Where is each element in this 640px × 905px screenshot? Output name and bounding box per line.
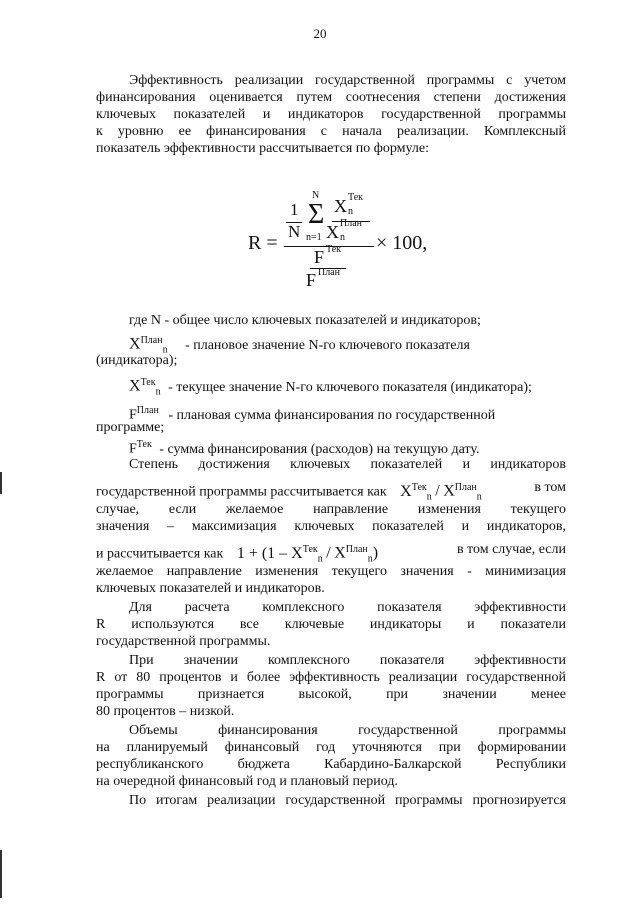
degree-min-close: ) [372, 544, 379, 562]
calc-line-3: государственной программы. [96, 634, 271, 649]
page-number: 20 [313, 26, 327, 41]
degree-line-4: значения – максимизация ключевых показателей и индикаторов, [96, 519, 566, 534]
degree-line-3: случае, если желаемое направление изменения текущего [96, 502, 566, 517]
x-tek-text: - текущее значение N-го ключевого показателя (индикатора); [168, 379, 532, 395]
degree-expr-n2: n [476, 491, 482, 503]
degree-line-2-text: государственной программы рассчитывается как [96, 484, 387, 500]
calc-line-1: Для расчета комплексного показателя эффективности [129, 600, 566, 615]
scan-mark-top [0, 472, 2, 494]
f-tek-symbol: F [129, 441, 137, 457]
result-line-1: По итогам реализации государственной программы прогнозируется [129, 793, 566, 808]
f-plan-text: - плановая сумма финансирования по государственной [168, 407, 496, 423]
calc-line-2: R используются все ключевые индикаторы и показатели [96, 617, 566, 632]
formula-sum-bottom: n=1 [306, 232, 322, 243]
formula-f-num: F [314, 247, 325, 267]
volume-line-2: на планируемый финансовый год уточняются при формировании [96, 740, 566, 755]
definition-f-plan-cont: программе; [96, 420, 165, 435]
formula-times-100: × 100, [376, 232, 428, 254]
formula-f-plan-sup: План [318, 267, 341, 278]
degree-expr-plan: План [454, 482, 477, 493]
definition-x-tek [129, 374, 566, 400]
intro-line-5: показатель эффективности рассчитывается по формуле: [96, 141, 429, 156]
f-plan-symbol: F [129, 407, 137, 423]
x-tek-symbol: X [129, 377, 141, 395]
formula-f-tek-sup: Тек [326, 244, 342, 255]
degree-min-slash: / [326, 544, 331, 562]
x-tek-sub: n [155, 386, 161, 398]
degree-expr-slash: / [435, 482, 440, 500]
volume-line-3: республиканского бюджета Кабардино-Балкарской Республики [96, 757, 566, 772]
formula-sum-top: N [312, 190, 320, 201]
formula-tek-sup: Тек [348, 192, 364, 203]
definition-x-plan-cont: (индикатора); [96, 353, 178, 368]
degree-min-tek: Тек [302, 544, 318, 555]
degree-line-1: Степень достижения ключевых показателей и индикаторов [129, 457, 566, 472]
f-tek-sup: Тек [136, 439, 152, 450]
formula-n-sub: n [348, 206, 353, 217]
x-tek-sup: Тек [140, 377, 156, 388]
value-line-2: R от 80 процентов и более эффективность реализации государственной [96, 670, 566, 685]
x-plan-sup: План [140, 335, 163, 346]
value-line-1: При значении комплексного показателя эффективности [129, 653, 566, 668]
degree-line-2-end: в том [534, 480, 566, 495]
formula-one: 1 [290, 200, 299, 219]
formula-plan-sup: План [340, 218, 363, 229]
formula-lhs: R = [248, 232, 278, 254]
degree-line-6: желаемое направление изменения текущего значения - минимизация [96, 564, 566, 579]
definition-n: где N - общее число ключевых показателей и индикаторов; [129, 313, 481, 328]
x-plan-text: - плановое значение N-го ключевого показателя [185, 337, 470, 353]
degree-expr-n1: n [426, 491, 432, 503]
degree-expr-tek: Тек [411, 482, 427, 493]
efficiency-formula [238, 190, 438, 296]
degree-line-7: ключевых показателей и индикаторов. [96, 581, 325, 596]
volume-line-1: Объемы финансирования государственной программы [129, 723, 566, 738]
degree-min-n1: n [317, 553, 323, 565]
degree-min-expr: 1 + (1 – X [236, 544, 303, 562]
x-plan-sub: n [162, 344, 168, 356]
degree-min-plan: План [345, 544, 368, 555]
formula-sigma: Σ [308, 199, 325, 230]
degree-min-n2: n [367, 553, 373, 565]
intro-line-1: Эффективность реализации государственной программы с учетом [129, 73, 566, 88]
intro-line-4: к уровню ее финансирования с начала реализации. Комплексный [96, 124, 566, 139]
value-line-4: 80 процентов – низкой. [96, 704, 235, 719]
scan-mark-bottom [0, 850, 2, 898]
degree-min-x2: X [334, 544, 346, 562]
value-line-3: программы признается высокой, при значении менее [96, 687, 566, 702]
definition-f-tek [129, 436, 566, 458]
formula-n-den: N [288, 222, 301, 241]
formula-n-sub-den: n [340, 232, 345, 243]
degree-line-5-end: в том случае, если [456, 542, 566, 557]
degree-expr-x1: X [400, 482, 412, 500]
formula-x-num: X [334, 196, 347, 216]
intro-line-3: ключевых показателей и индикаторов государственной программы [96, 107, 566, 122]
formula-f-den: F [306, 270, 317, 290]
degree-expr-x2: X [443, 482, 455, 500]
degree-line-5-text: и рассчитывается как [96, 546, 224, 562]
volume-line-4: на очередной финансовый год и плановый период. [96, 774, 398, 789]
formula-x-den: X [326, 222, 339, 242]
f-plan-sup: План [136, 405, 159, 416]
intro-line-2: финансирования оценивается путем соотнесения степени достижения [96, 90, 566, 105]
x-plan-symbol: X [129, 335, 141, 353]
f-tek-text: - сумма финансирования (расходов) на текущую дату. [159, 441, 480, 457]
